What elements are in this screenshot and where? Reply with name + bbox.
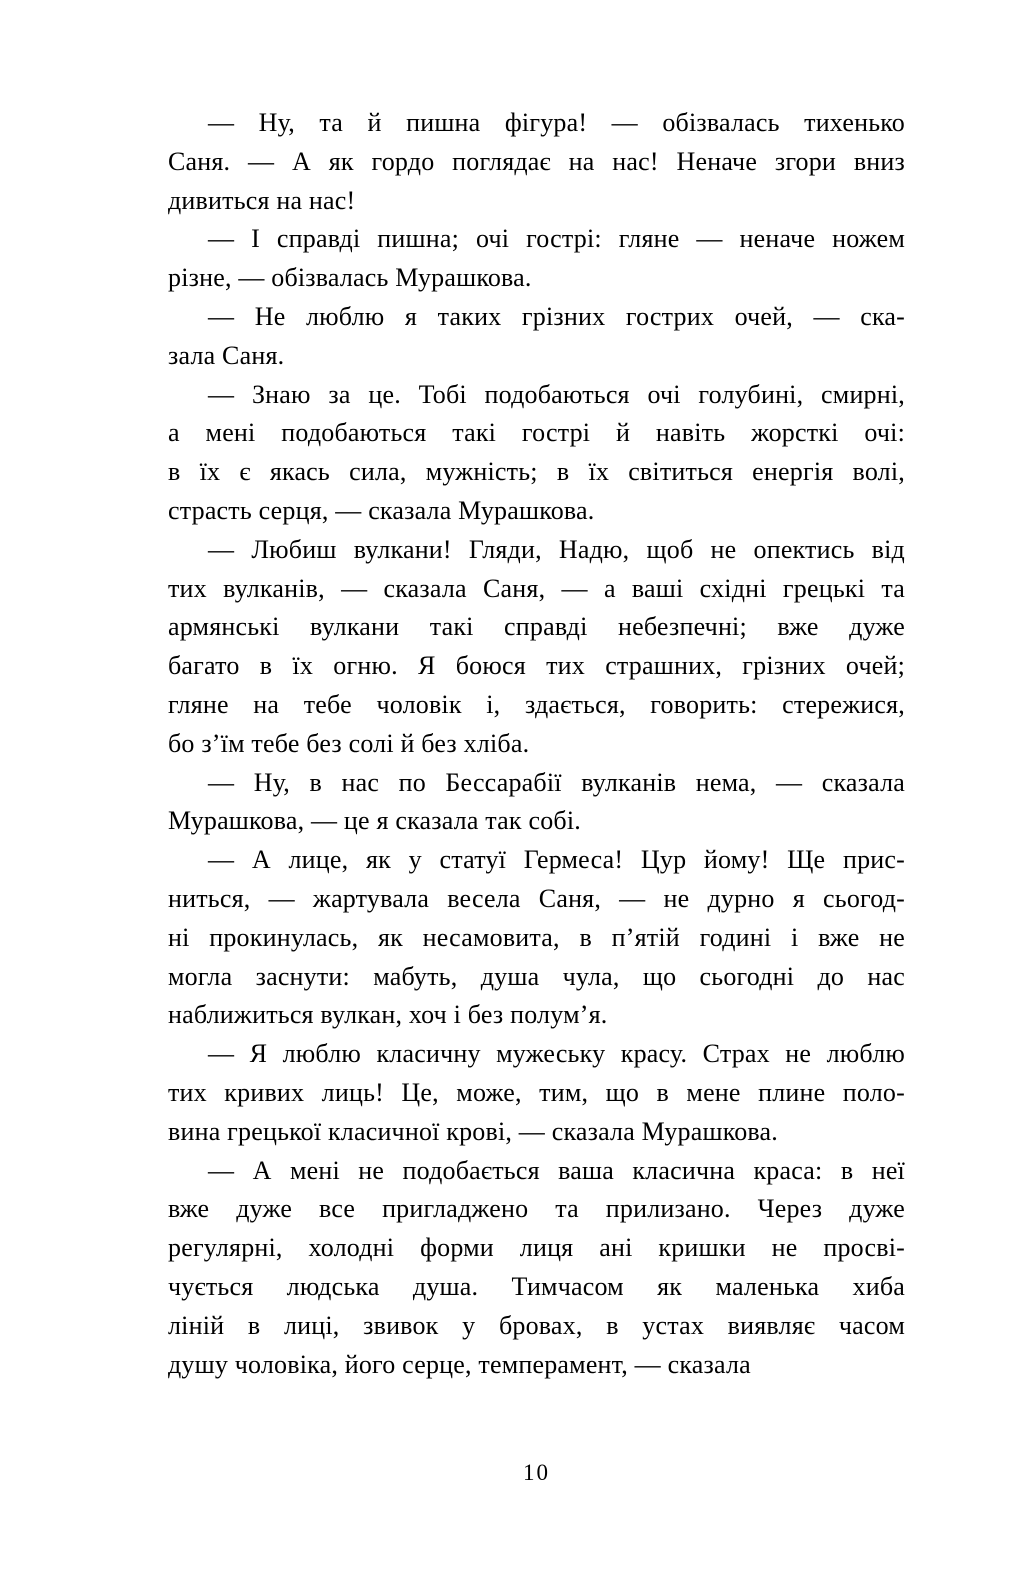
text-line: чується людська душа. Тимчасом як маленька хиба xyxy=(168,1271,905,1301)
text-line: — Любиш вулкани! Гляди, Надю, щоб не опектись від xyxy=(208,534,905,564)
text-line: — І справді пишна; очі гострі: гляне — неначе ножем xyxy=(208,224,905,254)
paragraph xyxy=(168,1035,905,1151)
text-line: регулярні, холодні форми лиця ані кришки не просві- xyxy=(168,1233,905,1263)
paragraph xyxy=(168,376,905,531)
paragraph xyxy=(168,1152,905,1385)
text-line: багато в їх огню. Я боюся тих страшних, грізних очей; xyxy=(168,651,905,681)
text-line: наближиться вулкан, хоч і без полум’я. xyxy=(168,1000,608,1030)
text-line: дивиться на нас! xyxy=(168,185,356,215)
paragraph xyxy=(168,220,905,298)
paragraph xyxy=(168,531,905,764)
text-line: армянські вулкани такі справді небезпечні; вже дуже xyxy=(168,612,905,642)
page-number: 10 xyxy=(523,1460,550,1485)
text-line: — А мені не подобається ваша класична краса: в неї xyxy=(208,1155,905,1185)
text-line: — Ну, та й пишна фігура! — обізвалась тихенько xyxy=(208,108,905,137)
text-line: тих кривих лиць! Це, може, тим, що в мене плине поло- xyxy=(168,1077,905,1107)
text-line: — Знаю за це. Тобі подобаються очі голубині, смирні, xyxy=(208,379,905,409)
text-line: Саня. — А як гордо поглядає на нас! Неначе згори вниз xyxy=(168,146,905,176)
text-line: могла заснути: мабуть, душа чула, що сьогодні до нас xyxy=(168,961,905,991)
text-block xyxy=(168,104,905,1384)
text-line: — Я люблю класичну мужеську красу. Страх не люблю xyxy=(208,1039,905,1069)
paragraph xyxy=(168,298,905,376)
text-line: гляне на тебе чоловік і, здається, говорить: стережися, xyxy=(168,689,905,719)
text-line: Мурашкова, — це я сказала так собі. xyxy=(168,806,581,836)
text-line: бо з’їм тебе без солі й без хліба. xyxy=(168,728,530,758)
text-line: душу чоловіка, його серце, темперамент, — сказала xyxy=(168,1349,751,1379)
paragraph xyxy=(168,104,905,220)
text-line: ліній в лиці, звивок у бровах, в устах виявляє часом xyxy=(168,1310,905,1340)
text-line: різне, — обізвалась Мурашкова. xyxy=(168,263,532,293)
paragraph xyxy=(168,764,905,842)
text-line: — Не люблю я таких грізних гострих очей, — ска- xyxy=(208,301,905,331)
paragraph xyxy=(168,841,905,1035)
text-line: — Ну, в нас по Бессарабії вулканів нема, — сказала xyxy=(208,767,905,797)
text-line: вина грецької класичної крові, — сказала Мурашкова. xyxy=(168,1116,778,1146)
text-line: а мені подобаються такі гострі й навіть жорсткі очі: xyxy=(168,418,905,448)
text-line: — А лице, як у статуї Гермеса! Цур йому! Ще прис- xyxy=(208,845,905,875)
text-line: тих вулканів, — сказала Саня, — а ваші східні грецькі та xyxy=(168,573,905,603)
text-line: в їх є якась сила, мужність; в їх світиться енергія волі, xyxy=(168,457,905,487)
text-line: вже дуже все пригладжено та прилизано. Через дуже xyxy=(168,1194,905,1224)
text-line: страсть серця, — сказала Мурашкова. xyxy=(168,495,595,525)
text-line: зала Саня. xyxy=(168,340,285,370)
text-line: ні прокинулась, як несамовита, в п’ятій годині і вже не xyxy=(168,922,905,952)
text-line: ниться, — жартувала весела Саня, — не дурно я сьогод- xyxy=(168,883,905,913)
